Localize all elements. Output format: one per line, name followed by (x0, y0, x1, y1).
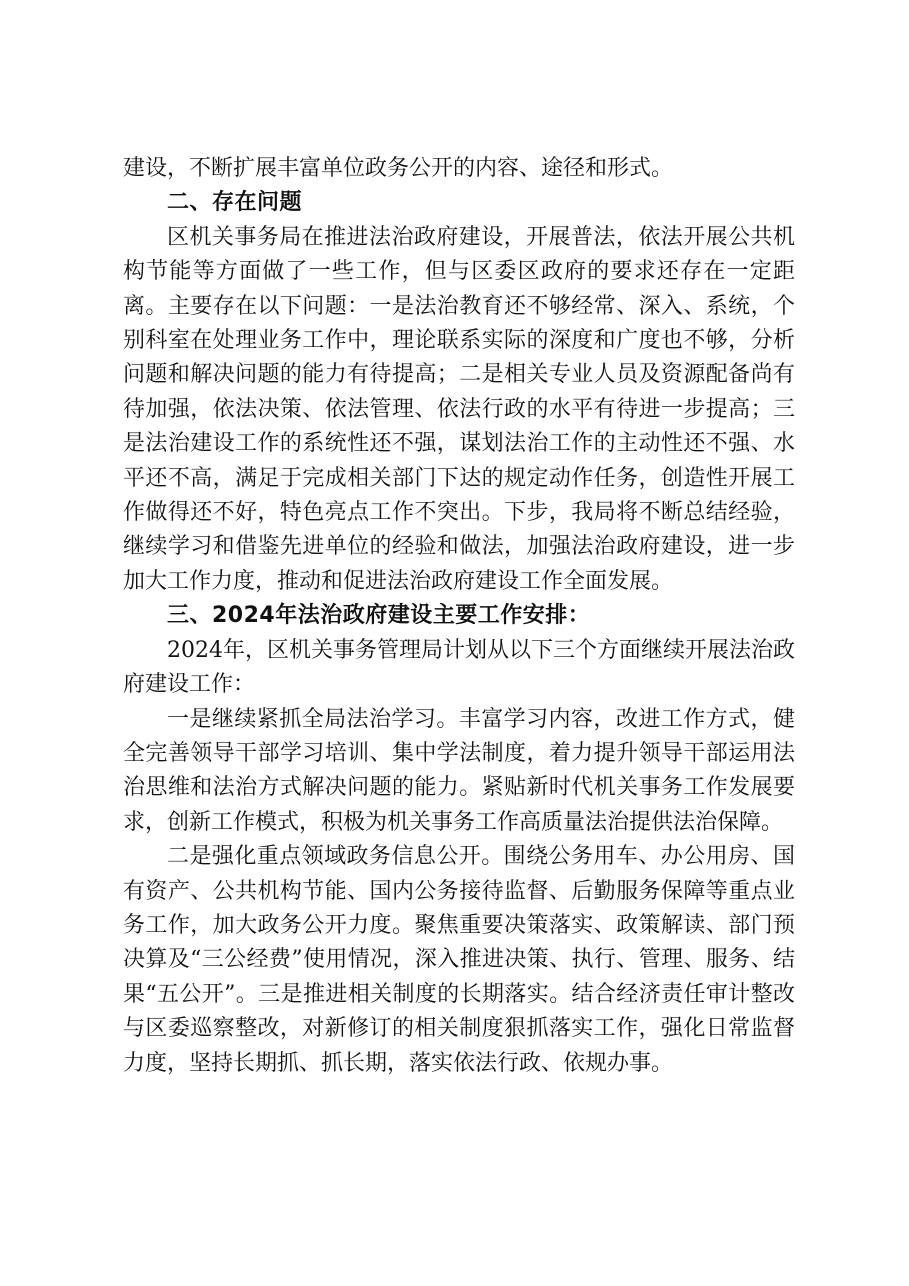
section-2-heading: 二、存在问题 (167, 190, 303, 216)
section-3-item-1-paragraph: 一是继续紧抓全局法治学习。丰富学习内容，改进工作方式，健全完善领导干部学习培训、集中学法制度，着力提升领导干部运用法治思维和法治方式解决问题的能力。紧贴新时代机关事务工作发展要求，创新工作模式，积极为机关事务工作高质量法治提供法治保障。 (123, 706, 795, 835)
lead-continuation-paragraph: 建设，不断扩展丰富单位政务公开的内容、途径和形式。 (123, 156, 674, 181)
section-3-intro-paragraph: 2024年，区机关事务管理局计划从以下三个方面继续开展法治政府建设工作： (123, 637, 795, 698)
document-body (123, 152, 795, 1081)
section-3-heading: 三、2024年法治政府建设主要工作安排： (167, 603, 591, 629)
section-3-item-2-paragraph: 二是强化重点领域政务信息公开。围绕公务用车、办公用房、国有资产、公共机构节能、国内公务接待监督、后勤服务保障等重点业务工作，加大政务公开力度。聚焦重要决策落实、政策解读、部门预决算及“三公经费”使用情况，深入推进决策、执行、管理、服务、结果“五公开”。三是推进相关制度的长期落实。结合经济责任审计整改与区委巡察整改，对新修订的相关制度狠抓落实工作，强化日常监督力度，坚持长期抓、抓长期，落实依法行政、依规办事。 (123, 844, 795, 1076)
section-2-paragraph: 区机关事务局在推进法治政府建设，开展普法，依法开展公共机构节能等方面做了一些工作，但与区委区政府的要求还存在一定距离。主要存在以下问题：一是法治教育还不够经常、深入、系统，个别科室在处理业务工作中，理论联系实际的深度和广度也不够，分析问题和解决问题的能力有待提高；二是相关专业人员及资源配备尚有待加强，依法决策、依法管理、依法行政的水平有待进一步提高；三是法治建设工作的系统性还不强，谋划法治工作的主动性还不强、水平还不高，满足于完成相关部门下达的规定动作任务，创造性开展工作做得还不好，特色亮点工作不突出。下步，我局将不断总结经验，继续学习和借鉴先进单位的经验和做法，加强法治政府建设，进一步加大工作力度，推动和促进法治政府建设工作全面发展。 (123, 224, 795, 594)
